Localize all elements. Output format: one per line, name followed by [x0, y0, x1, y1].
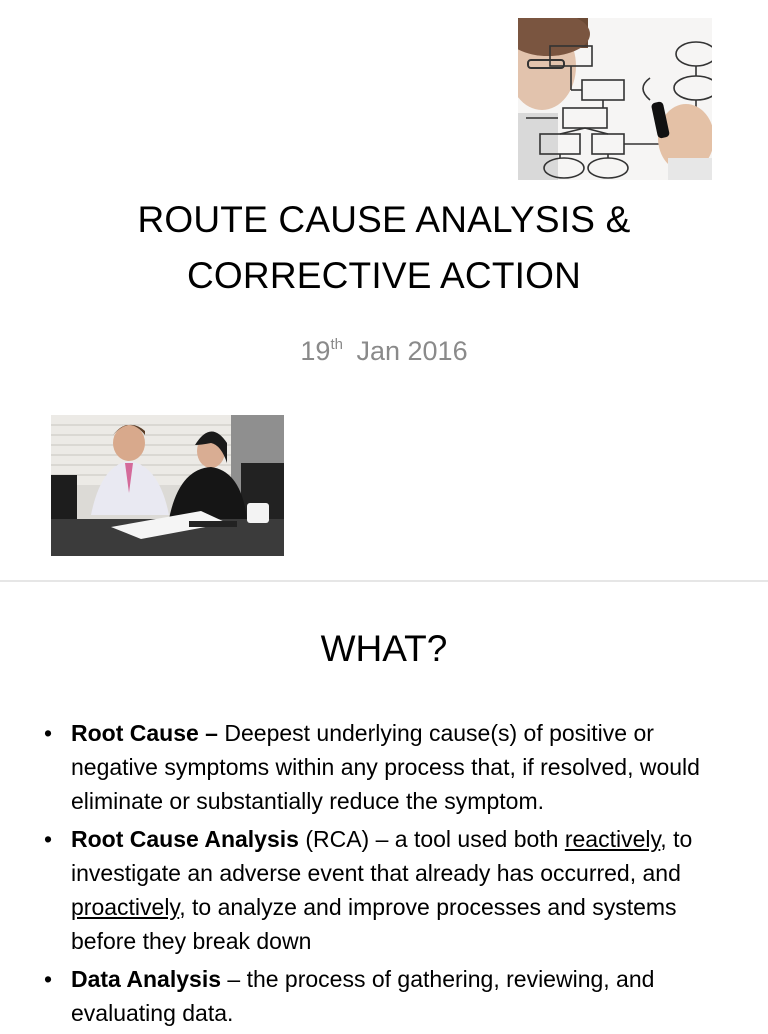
list-item-root-cause — [44, 716, 744, 818]
definition-list — [44, 716, 744, 1034]
content-slide — [0, 582, 768, 1024]
definition-root-cause: Deepest underlying cause(s) of positive or negative symptoms within any process that, if resolved, would eliminate or substantially reduce the symptom. — [71, 720, 700, 814]
slide-heading: WHAT? — [320, 628, 448, 669]
term-rca: Root Cause Analysis — [71, 826, 299, 852]
date-rest: Jan 2016 — [356, 336, 468, 366]
term-data-analysis: Data Analysis — [71, 966, 221, 992]
slide-title — [0, 192, 768, 304]
office-meeting-photo — [51, 415, 284, 556]
date-day: 19 — [300, 336, 331, 366]
list-item-rca — [44, 822, 744, 958]
title-line-1: ROUTE CAUSE ANALYSIS & — [137, 199, 631, 240]
date-suffix: th — [330, 336, 343, 353]
definition-data-analysis: – the process of gathering, reviewing, and evaluating data. — [71, 966, 655, 1026]
definition-rca-part2: , to investigate an adverse event that already has occurred, and — [71, 826, 693, 886]
flowchart-drawing-photo — [518, 18, 712, 180]
definition-rca-part1: (RCA) – a tool used both — [298, 826, 565, 852]
underlined-proactively: proactively — [71, 894, 180, 920]
term-root-cause: Root Cause – — [71, 720, 218, 746]
definition-rca-part3: , to analyze and improve processes and systems before they break down — [71, 894, 677, 954]
underlined-reactively: reactively — [564, 826, 661, 852]
list-item-data-analysis — [44, 962, 744, 1030]
title-line-2: CORRECTIVE ACTION — [187, 255, 581, 296]
slide-date — [0, 336, 768, 367]
